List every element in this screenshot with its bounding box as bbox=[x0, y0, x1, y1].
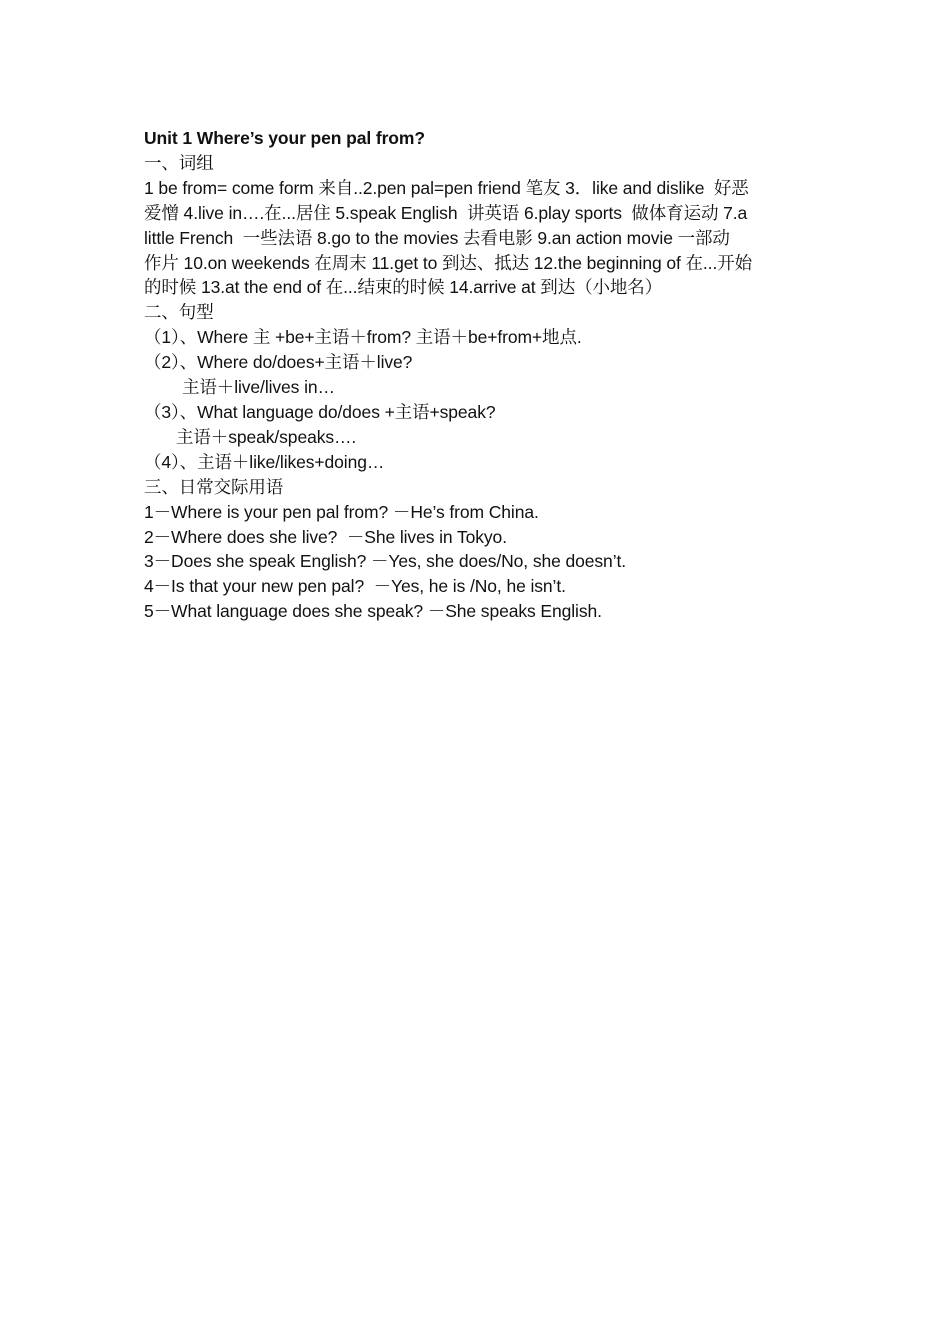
dialogue-line: 3－Does she speak English? －Yes, she does/No, she doesn’t. bbox=[144, 551, 627, 572]
phrase-line: 1 be from= come form 来自..2.pen pal=pen friend 笔友 3．like and dislike 好恶 bbox=[144, 177, 749, 198]
sentence-pattern-2-answer: 主语＋live/lives in… bbox=[182, 377, 335, 398]
section-heading-daily-expressions: 三、日常交际用语 bbox=[144, 476, 284, 497]
sentence-pattern-2: （2）、Where do/does+主语＋live? bbox=[144, 352, 413, 373]
dialogue-line: 1－Where is your pen pal from? －He’s from China. bbox=[144, 501, 539, 522]
sentence-pattern-3-answer: 主语＋speak/speaks…. bbox=[176, 426, 357, 447]
sentence-pattern-3: （3）、What language do/does +主语+speak? bbox=[144, 401, 496, 422]
dialogue-line: 5－What language does she speak? －She speaks English. bbox=[144, 601, 602, 622]
document-body bbox=[144, 126, 812, 624]
sentence-pattern-4: （4）、主语＋like/likes+doing… bbox=[144, 451, 385, 472]
phrase-line: 作片 10.on weekends 在周末 11.get to 到达、抵达 12.the beginning of 在...开始 bbox=[144, 252, 753, 273]
phrase-line: 的时候 13.at the end of 在...结束的时候 14.arrive at 到达（小地名） bbox=[144, 277, 663, 298]
section-heading-sentence-patterns: 二、句型 bbox=[144, 302, 214, 323]
phrase-line: little French 一些法语 8.go to the movies 去看电影 9.an action movie 一部动 bbox=[144, 227, 730, 248]
section-heading-phrases: 一、词组 bbox=[144, 152, 214, 173]
document-title: Unit 1 Where’s your pen pal from? bbox=[144, 128, 425, 148]
phrase-line: 爱憎 4.live in….在...居住 5.speak English 讲英语 6.play sports 做体育运动 7.a bbox=[144, 202, 748, 223]
sentence-pattern-1: （1）、Where 主 +be+主语＋from? 主语＋be+from+地点. bbox=[144, 327, 582, 348]
dialogue-line: 4－Is that your new pen pal? －Yes, he is /No, he isn’t. bbox=[144, 576, 566, 597]
dialogue-line: 2－Where does she live? －She lives in Tokyo. bbox=[144, 526, 507, 547]
